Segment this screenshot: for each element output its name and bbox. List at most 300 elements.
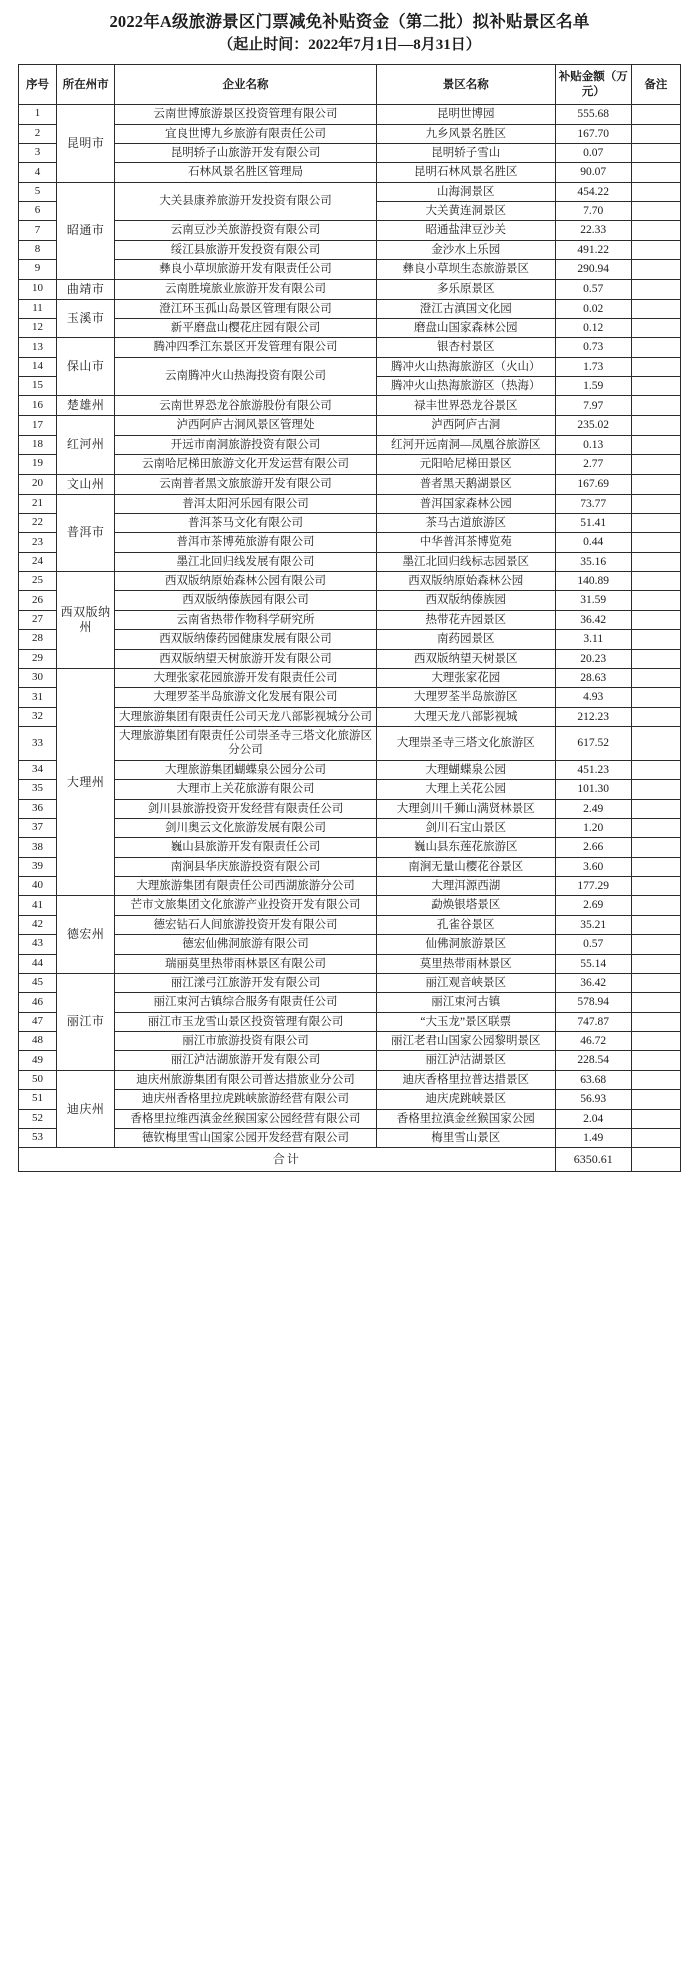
cell-seq: 37 [19, 818, 57, 837]
cell-remark [631, 630, 680, 649]
table-row [19, 455, 681, 474]
table-row [19, 1109, 681, 1128]
cell-seq: 47 [19, 1012, 57, 1031]
cell-company: 大理旅游集团蝴蝶泉公园分公司 [115, 760, 377, 779]
cell-remark [631, 260, 680, 279]
cell-remark [631, 954, 680, 973]
cell-scenic: 巍山县东莲花旅游区 [376, 838, 555, 857]
cell-seq: 48 [19, 1032, 57, 1051]
cell-scenic: 银杏村景区 [376, 338, 555, 357]
cell-remark [631, 780, 680, 799]
cell-scenic: 勐焕银塔景区 [376, 896, 555, 915]
cell-amount: 0.57 [555, 279, 631, 299]
table-row [19, 799, 681, 818]
cell-city: 昆明市 [57, 105, 115, 183]
table-row [19, 435, 681, 454]
cell-seq: 10 [19, 279, 57, 299]
cell-scenic: 多乐原景区 [376, 279, 555, 299]
cell-company: 西双版纳傣药园健康发展有限公司 [115, 630, 377, 649]
cell-scenic: 彝良小草坝生态旅游景区 [376, 260, 555, 279]
cell-scenic: 山海洞景区 [376, 182, 555, 201]
cell-company: 石林风景名胜区管理局 [115, 163, 377, 182]
cell-remark [631, 279, 680, 299]
cell-scenic: 迪庆虎跳峡景区 [376, 1090, 555, 1109]
table-row [19, 857, 681, 876]
cell-remark [631, 1051, 680, 1070]
cell-amount: 0.13 [555, 435, 631, 454]
cell-remark [631, 1090, 680, 1109]
cell-scenic: 西双版纳原始森林公园 [376, 572, 555, 591]
cell-seq: 22 [19, 513, 57, 532]
cell-scenic: 澄江古滇国文化园 [376, 299, 555, 318]
cell-scenic: 大关黄连洞景区 [376, 202, 555, 221]
cell-scenic: 大理罗荃半岛旅游区 [376, 688, 555, 707]
cell-company: 德宏钻石人间旅游投资开发有限公司 [115, 915, 377, 934]
cell-company: 昆明轿子山旅游开发有限公司 [115, 143, 377, 162]
cell-city: 大理州 [57, 668, 115, 896]
cell-company: 丽江市旅游投资有限公司 [115, 1032, 377, 1051]
cell-amount: 28.63 [555, 668, 631, 687]
cell-seq: 6 [19, 202, 57, 221]
cell-remark [631, 143, 680, 162]
cell-remark [631, 202, 680, 221]
table-row [19, 877, 681, 896]
cell-amount: 1.73 [555, 357, 631, 376]
cell-city: 玉溪市 [57, 299, 115, 338]
table-row [19, 279, 681, 299]
table-row [19, 357, 681, 376]
cell-scenic: 南涧无量山樱花谷景区 [376, 857, 555, 876]
cell-seq: 29 [19, 649, 57, 668]
cell-amount: 2.77 [555, 455, 631, 474]
table-row [19, 221, 681, 240]
cell-remark [631, 533, 680, 552]
cell-seq: 26 [19, 591, 57, 610]
table-row [19, 416, 681, 435]
cell-scenic: 大理洱源西湖 [376, 877, 555, 896]
table-header [19, 65, 681, 105]
cell-company: 彝良小草坝旅游开发有限责任公司 [115, 260, 377, 279]
cell-scenic: “大玉龙”景区联票 [376, 1012, 555, 1031]
cell-city: 曲靖市 [57, 279, 115, 299]
cell-remark [631, 818, 680, 837]
cell-amount: 212.23 [555, 707, 631, 726]
cell-seq: 16 [19, 396, 57, 416]
cell-company: 云南豆沙关旅游投资有限公司 [115, 221, 377, 240]
cell-seq: 36 [19, 799, 57, 818]
cell-seq: 2 [19, 124, 57, 143]
cell-remark [631, 105, 680, 124]
cell-remark [631, 760, 680, 779]
cell-amount: 101.30 [555, 780, 631, 799]
cell-amount: 51.41 [555, 513, 631, 532]
cell-company: 芒市文旅集团文化旅游产业投资开发有限公司 [115, 896, 377, 915]
cell-seq: 35 [19, 780, 57, 799]
cell-scenic: 茶马古道旅游区 [376, 513, 555, 532]
cell-seq: 24 [19, 552, 57, 571]
cell-remark [631, 572, 680, 591]
cell-scenic: 迪庆香格里拉普达措景区 [376, 1070, 555, 1089]
cell-amount: 555.68 [555, 105, 631, 124]
cell-seq: 45 [19, 973, 57, 992]
cell-remark [631, 357, 680, 376]
cell-amount: 167.69 [555, 474, 631, 494]
table-row [19, 1128, 681, 1147]
cell-company: 大理张家花园旅游开发有限责任公司 [115, 668, 377, 687]
cell-company: 大理旅游集团有限责任公司西湖旅游分公司 [115, 877, 377, 896]
cell-amount: 90.07 [555, 163, 631, 182]
cell-remark [631, 896, 680, 915]
cell-remark [631, 838, 680, 857]
cell-scenic: 南药园景区 [376, 630, 555, 649]
table-body [19, 105, 681, 1148]
cell-remark [631, 377, 680, 396]
cell-amount: 4.93 [555, 688, 631, 707]
cell-remark [631, 299, 680, 318]
table-row [19, 591, 681, 610]
cell-scenic: 昆明轿子雪山 [376, 143, 555, 162]
cell-company: 德钦梅里雪山国家公园开发经营有限公司 [115, 1128, 377, 1147]
cell-seq: 3 [19, 143, 57, 162]
table-row [19, 760, 681, 779]
cell-seq: 4 [19, 163, 57, 182]
cell-seq: 53 [19, 1128, 57, 1147]
total-label: 合计 [19, 1148, 556, 1172]
cell-seq: 41 [19, 896, 57, 915]
table-row [19, 474, 681, 494]
cell-city: 丽江市 [57, 973, 115, 1070]
cell-remark [631, 416, 680, 435]
cell-amount: 617.52 [555, 727, 631, 761]
column-header-seq: 序号 [19, 65, 57, 105]
cell-city: 楚雄州 [57, 396, 115, 416]
cell-company: 丽江漾弓江旅游开发有限公司 [115, 973, 377, 992]
document-title-block [18, 10, 681, 56]
cell-company: 澄江环玉孤山岛景区管理有限公司 [115, 299, 377, 318]
cell-seq: 23 [19, 533, 57, 552]
cell-amount: 2.49 [555, 799, 631, 818]
cell-scenic: 大理天龙八部影视城 [376, 707, 555, 726]
cell-company: 南涧县华庆旅游投资有限公司 [115, 857, 377, 876]
cell-company: 西双版纳望天树旅游开发有限公司 [115, 649, 377, 668]
cell-scenic: 剑川石宝山景区 [376, 818, 555, 837]
cell-scenic: 墨江北回归线标志园景区 [376, 552, 555, 571]
cell-scenic: 丽江泸沽湖景区 [376, 1051, 555, 1070]
cell-remark [631, 973, 680, 992]
cell-seq: 5 [19, 182, 57, 201]
cell-company: 开远市南洞旅游投资有限公司 [115, 435, 377, 454]
cell-scenic: 中华普洱茶博览苑 [376, 533, 555, 552]
cell-seq: 50 [19, 1070, 57, 1089]
cell-city: 西双版纳州 [57, 572, 115, 669]
cell-company: 绥江县旅游开发投资有限公司 [115, 240, 377, 259]
cell-seq: 8 [19, 240, 57, 259]
cell-company: 西双版纳原始森林公园有限公司 [115, 572, 377, 591]
cell-amount: 0.07 [555, 143, 631, 162]
cell-remark [631, 338, 680, 357]
cell-city: 德宏州 [57, 896, 115, 974]
cell-remark [631, 993, 680, 1012]
page-title: 2022年A级旅游景区门票减免补贴资金（第二批）拟补贴景区名单 [109, 12, 590, 31]
cell-scenic: 西双版纳望天树景区 [376, 649, 555, 668]
table-row [19, 124, 681, 143]
cell-company: 巍山县旅游开发有限责任公司 [115, 838, 377, 857]
cell-amount: 3.11 [555, 630, 631, 649]
page-subtitle: （起止时间：2022年7月1日—8月31日） [218, 36, 481, 53]
table-row [19, 260, 681, 279]
cell-company: 西双版纳傣族园有限公司 [115, 591, 377, 610]
cell-company: 瑞丽莫里热带雨林景区有限公司 [115, 954, 377, 973]
table-row [19, 727, 681, 761]
cell-scenic: 大理剑川千狮山满贤林景区 [376, 799, 555, 818]
cell-remark [631, 610, 680, 629]
table-row [19, 818, 681, 837]
cell-remark [631, 799, 680, 818]
cell-scenic: 热带花卉园景区 [376, 610, 555, 629]
column-header-amount: 补贴金额（万元） [555, 65, 631, 105]
cell-company: 普洱茶马文化有限公司 [115, 513, 377, 532]
cell-remark [631, 240, 680, 259]
cell-remark [631, 163, 680, 182]
cell-scenic: 丽江束河古镇 [376, 993, 555, 1012]
cell-amount: 46.72 [555, 1032, 631, 1051]
table-header-row [19, 65, 681, 105]
cell-amount: 35.16 [555, 552, 631, 571]
cell-amount: 167.70 [555, 124, 631, 143]
cell-company: 香格里拉维西滇金丝猴国家公园经营有限公司 [115, 1109, 377, 1128]
cell-remark [631, 1012, 680, 1031]
cell-company: 德宏仙佛洞旅游有限公司 [115, 935, 377, 954]
cell-amount: 56.93 [555, 1090, 631, 1109]
cell-city: 迪庆州 [57, 1070, 115, 1148]
cell-scenic: 大理上关花公园 [376, 780, 555, 799]
cell-company: 云南腾冲火山热海投资有限公司 [115, 357, 377, 396]
cell-company: 剑川奥云文化旅游发展有限公司 [115, 818, 377, 837]
cell-amount: 177.29 [555, 877, 631, 896]
cell-city: 红河州 [57, 416, 115, 474]
cell-scenic: 莫里热带雨林景区 [376, 954, 555, 973]
cell-seq: 42 [19, 915, 57, 934]
cell-remark [631, 1070, 680, 1089]
cell-company: 大理旅游集团有限责任公司崇圣寺三塔文化旅游区分公司 [115, 727, 377, 761]
cell-scenic: 丽江老君山国家公园黎明景区 [376, 1032, 555, 1051]
cell-scenic: 西双版纳傣族园 [376, 591, 555, 610]
cell-amount: 1.20 [555, 818, 631, 837]
cell-amount: 0.73 [555, 338, 631, 357]
cell-seq: 25 [19, 572, 57, 591]
table-row [19, 105, 681, 124]
cell-scenic: 仙佛洞旅游景区 [376, 935, 555, 954]
cell-amount: 2.04 [555, 1109, 631, 1128]
cell-scenic: 普者黑天鹅湖景区 [376, 474, 555, 494]
cell-seq: 28 [19, 630, 57, 649]
cell-seq: 9 [19, 260, 57, 279]
cell-company: 丽江市玉龙雪山景区投资管理有限公司 [115, 1012, 377, 1031]
cell-remark [631, 877, 680, 896]
cell-seq: 7 [19, 221, 57, 240]
cell-scenic: 大理崇圣寺三塔文化旅游区 [376, 727, 555, 761]
total-remark [631, 1148, 680, 1172]
cell-company: 剑川县旅游投资开发经营有限责任公司 [115, 799, 377, 818]
cell-amount: 747.87 [555, 1012, 631, 1031]
cell-company: 大理罗荃半岛旅游文化发展有限公司 [115, 688, 377, 707]
cell-seq: 30 [19, 668, 57, 687]
cell-amount: 0.57 [555, 935, 631, 954]
cell-scenic: 元阳哈尼梯田景区 [376, 455, 555, 474]
cell-city: 昭通市 [57, 182, 115, 279]
table-row [19, 572, 681, 591]
cell-amount: 55.14 [555, 954, 631, 973]
column-header-company: 企业名称 [115, 65, 377, 105]
cell-company: 云南胜境旅业旅游开发有限公司 [115, 279, 377, 299]
cell-amount: 454.22 [555, 182, 631, 201]
cell-seq: 11 [19, 299, 57, 318]
cell-amount: 73.77 [555, 494, 631, 513]
cell-city: 文山州 [57, 474, 115, 494]
cell-remark [631, 1109, 680, 1128]
table-footer [19, 1148, 681, 1172]
cell-company: 云南世界恐龙谷旅游股份有限公司 [115, 396, 377, 416]
cell-scenic: 孔雀谷景区 [376, 915, 555, 934]
cell-scenic: 昆明石林风景名胜区 [376, 163, 555, 182]
cell-amount: 140.89 [555, 572, 631, 591]
cell-seq: 33 [19, 727, 57, 761]
column-header-remark: 备注 [631, 65, 680, 105]
cell-amount: 0.02 [555, 299, 631, 318]
cell-remark [631, 552, 680, 571]
cell-seq: 17 [19, 416, 57, 435]
cell-company: 迪庆州旅游集团有限公司普达措旅业分公司 [115, 1070, 377, 1089]
cell-city: 普洱市 [57, 494, 115, 572]
cell-amount: 7.70 [555, 202, 631, 221]
cell-scenic: 大理蝴蝶泉公园 [376, 760, 555, 779]
cell-amount: 228.54 [555, 1051, 631, 1070]
cell-remark [631, 396, 680, 416]
cell-amount: 35.21 [555, 915, 631, 934]
table-row [19, 494, 681, 513]
cell-company: 普洱太阳河乐园有限公司 [115, 494, 377, 513]
cell-scenic: 禄丰世界恐龙谷景区 [376, 396, 555, 416]
table-row [19, 973, 681, 992]
cell-remark [631, 857, 680, 876]
table-row [19, 143, 681, 162]
cell-company: 云南省热带作物科学研究所 [115, 610, 377, 629]
cell-amount: 290.94 [555, 260, 631, 279]
cell-amount: 0.44 [555, 533, 631, 552]
cell-scenic: 腾冲火山热海旅游区（火山） [376, 357, 555, 376]
cell-seq: 49 [19, 1051, 57, 1070]
cell-remark [631, 688, 680, 707]
cell-seq: 18 [19, 435, 57, 454]
table-row [19, 649, 681, 668]
cell-seq: 13 [19, 338, 57, 357]
cell-company: 大理旅游集团有限责任公司天龙八部影视城分公司 [115, 707, 377, 726]
table-row [19, 513, 681, 532]
cell-seq: 31 [19, 688, 57, 707]
cell-company: 云南普者黑文旅旅游开发有限公司 [115, 474, 377, 494]
cell-amount: 36.42 [555, 973, 631, 992]
cell-remark [631, 727, 680, 761]
table-row [19, 396, 681, 416]
table-row [19, 668, 681, 687]
subsidy-table [18, 64, 681, 1172]
cell-amount: 451.23 [555, 760, 631, 779]
cell-amount: 491.22 [555, 240, 631, 259]
cell-seq: 46 [19, 993, 57, 1012]
cell-company: 丽江泸沽湖旅游开发有限公司 [115, 1051, 377, 1070]
table-row [19, 610, 681, 629]
cell-company: 大关县康养旅游开发投资有限公司 [115, 182, 377, 221]
cell-scenic: 梅里雪山景区 [376, 1128, 555, 1147]
cell-amount: 20.23 [555, 649, 631, 668]
cell-seq: 19 [19, 455, 57, 474]
cell-amount: 1.59 [555, 377, 631, 396]
cell-seq: 38 [19, 838, 57, 857]
cell-amount: 22.33 [555, 221, 631, 240]
table-row [19, 240, 681, 259]
cell-amount: 2.66 [555, 838, 631, 857]
cell-seq: 39 [19, 857, 57, 876]
cell-remark [631, 513, 680, 532]
cell-company: 宜良世博九乡旅游有限责任公司 [115, 124, 377, 143]
table-row [19, 1032, 681, 1051]
cell-amount: 2.69 [555, 896, 631, 915]
cell-company: 云南哈尼梯田旅游文化开发运营有限公司 [115, 455, 377, 474]
cell-amount: 0.12 [555, 318, 631, 337]
cell-seq: 12 [19, 318, 57, 337]
table-row [19, 780, 681, 799]
column-header-city: 所在州市 [57, 65, 115, 105]
cell-scenic: 昭通盐津豆沙关 [376, 221, 555, 240]
cell-amount: 235.02 [555, 416, 631, 435]
cell-seq: 14 [19, 357, 57, 376]
cell-scenic: 丽江观音峡景区 [376, 973, 555, 992]
cell-seq: 20 [19, 474, 57, 494]
table-row [19, 896, 681, 915]
table-row [19, 163, 681, 182]
table-row [19, 1051, 681, 1070]
cell-scenic: 红河开远南洞—凤凰谷旅游区 [376, 435, 555, 454]
cell-seq: 27 [19, 610, 57, 629]
total-amount: 6350.61 [555, 1148, 631, 1172]
cell-remark [631, 455, 680, 474]
table-row [19, 1090, 681, 1109]
table-row [19, 915, 681, 934]
cell-seq: 21 [19, 494, 57, 513]
cell-seq: 34 [19, 760, 57, 779]
cell-remark [631, 591, 680, 610]
table-row [19, 838, 681, 857]
cell-amount: 3.60 [555, 857, 631, 876]
cell-company: 云南世博旅游景区投资管理有限公司 [115, 105, 377, 124]
cell-scenic: 九乡风景名胜区 [376, 124, 555, 143]
table-row [19, 318, 681, 337]
cell-scenic: 昆明世博园 [376, 105, 555, 124]
cell-company: 大理市上关花旅游有限公司 [115, 780, 377, 799]
cell-seq: 43 [19, 935, 57, 954]
column-header-scenic: 景区名称 [376, 65, 555, 105]
cell-scenic: 金沙水上乐园 [376, 240, 555, 259]
cell-amount: 36.42 [555, 610, 631, 629]
table-row [19, 533, 681, 552]
cell-city: 保山市 [57, 338, 115, 396]
cell-amount: 7.97 [555, 396, 631, 416]
cell-seq: 1 [19, 105, 57, 124]
cell-amount: 578.94 [555, 993, 631, 1012]
cell-scenic: 大理张家花园 [376, 668, 555, 687]
cell-scenic: 普洱国家森林公园 [376, 494, 555, 513]
table-row [19, 182, 681, 201]
